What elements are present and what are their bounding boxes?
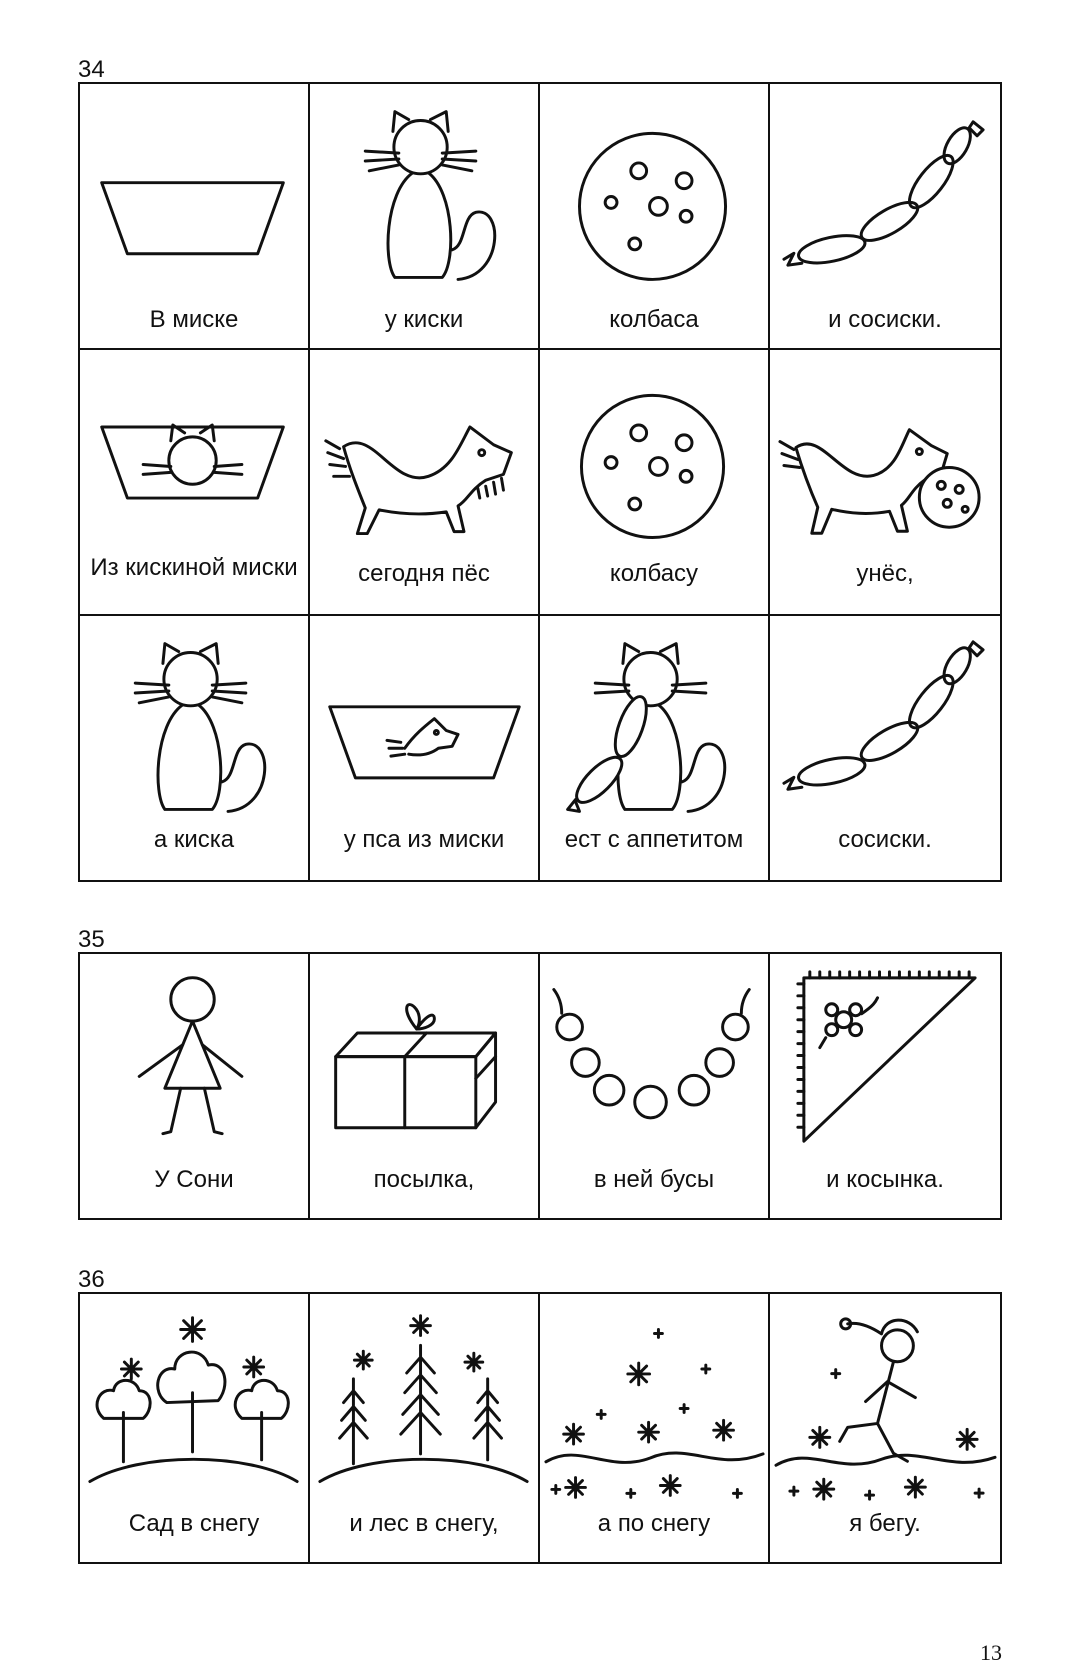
- card: [770, 616, 1000, 880]
- picture-grid: [78, 952, 1002, 1220]
- card-caption: в ней бусы: [593, 1166, 715, 1193]
- card-caption: посылка,: [373, 1166, 475, 1193]
- exercise-number: 36: [78, 1266, 105, 1293]
- card: [540, 1294, 770, 1562]
- card-caption: сосиски.: [838, 826, 932, 853]
- card-caption: У Сони: [154, 1166, 234, 1193]
- card: [540, 84, 770, 350]
- card-caption: а киска: [153, 826, 235, 853]
- card: [770, 350, 1000, 616]
- card-caption: колбасу: [609, 560, 699, 587]
- card-caption: у пса из миски: [343, 826, 505, 853]
- card-caption: я бегу.: [849, 1510, 921, 1537]
- card-caption: Из кискиной миски: [90, 554, 298, 581]
- card: [310, 350, 540, 616]
- card: [80, 1294, 310, 1562]
- card: [80, 84, 310, 350]
- card-caption: колбаса: [609, 306, 699, 333]
- card-caption: и косынка.: [826, 1166, 944, 1193]
- card-caption: Сад в снегу: [128, 1510, 260, 1537]
- card: [770, 84, 1000, 350]
- card: [310, 1294, 540, 1562]
- picture-grid: [78, 1292, 1002, 1564]
- card: [770, 1294, 1000, 1562]
- card: [310, 616, 540, 880]
- card-caption: В миске: [149, 306, 239, 333]
- card-caption: унёс,: [856, 560, 914, 587]
- exercise-number: 34: [78, 56, 105, 83]
- card-caption: ест с аппетитом: [564, 826, 744, 853]
- card-caption: у киски: [384, 306, 464, 333]
- picture-grid: [78, 82, 1002, 882]
- card-caption: и лес в снегу,: [349, 1510, 499, 1537]
- card: [80, 616, 310, 880]
- page-number: 13: [980, 1640, 1002, 1665]
- card: [540, 616, 770, 880]
- card: [540, 350, 770, 616]
- card: [310, 84, 540, 350]
- exercise-number: 35: [78, 926, 105, 953]
- card: [80, 954, 310, 1218]
- card: [80, 350, 310, 616]
- card: [770, 954, 1000, 1218]
- card-caption: а по снегу: [597, 1510, 711, 1537]
- card-caption: и сосиски.: [828, 306, 942, 333]
- card: [540, 954, 770, 1218]
- card-caption: сегодня пёс: [358, 560, 490, 587]
- card: [310, 954, 540, 1218]
